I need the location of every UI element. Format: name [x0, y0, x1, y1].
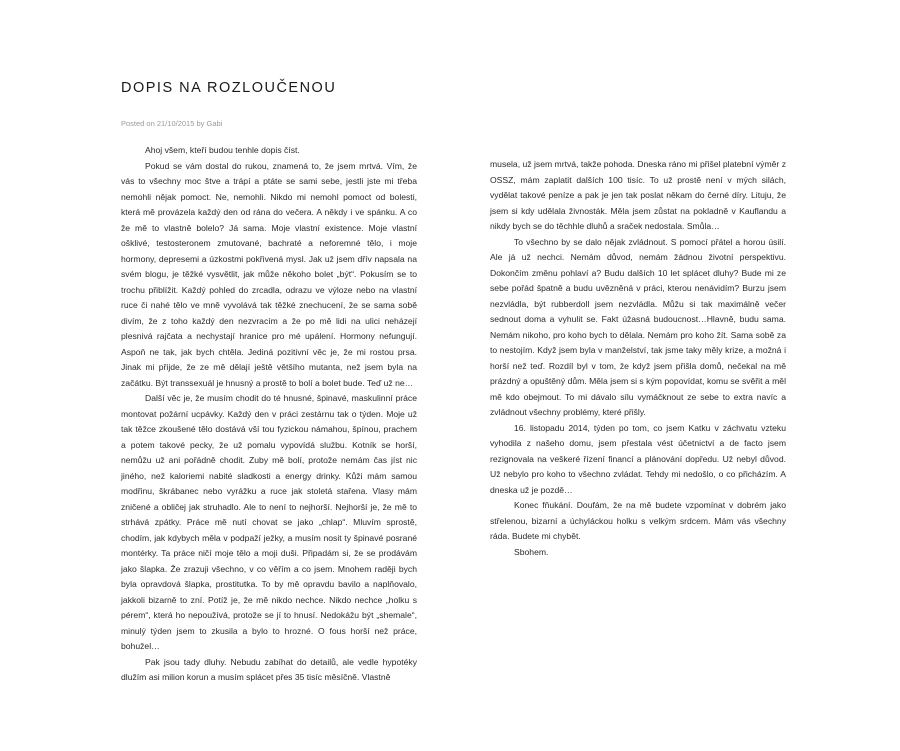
paragraph: Pak jsou tady dluhy. Nebudu zabíhat do detailů, ale vedle hypotéky dlužím asi milion korun a musím splácet přes 35 tisíc měsíčně. Vlastně [121, 656, 417, 682]
paragraph: Ahoj všem, kteří budou tenhle dopis číst. [145, 145, 300, 155]
paragraph: Další věc je, že musím chodit do té hnusné, špinavé, maskulinní práce montovat požární ucpávky. Každý den v práci zestárnu tak o týden. Moje už tak těžce zkoušené tělo dostává vší tou fyzickou námahou, špínou, prachem a potem takové pecky, že už pomalu vypovídá službu. Kotník se horší, nemůžu už ani pořádně chodit. Zuby mě bolí, protože nemám čas jíst nic jiného, než kaloriemi nabité sladkosti a energy drinky. Kůži mám samou modřinu, škrábanec nebo vyrážku a ruce jak stoletá stařena. Vlasy mám zničené a obličej jak struhadlo. Ale to není to nejhorší. Nejhorší je, že mě to strhává zpátky. Práce mě nutí chovat se jako „chlap“. Mluvím sprostě, chodím, jak kdybych měla v podpaží ježky, a musím nosit ty špinavé posrané montérky. Ta práce ničí moje tělo a moji duši. Připadám si, že se prodávám jako šlapka. Že zrazuji všechno, v co věřím a co jsem. Mnohem raději bych byla opravdová šlapka, prostitutka. To by mě opravdu bavilo a naplňovalo, jakkoli bizarně to zní. Potíž je, že mě nikdo nechce. Nikdo nechce „holku s pérem“, která ho nepoužívá, protože se jí to hnusí. Nedokážu být „shemale“, minulý týden jsem to zkusila a bylo to hrozné. O fous horší než práce, bohužel… [121, 393, 417, 651]
paragraph: Sbohem. [514, 546, 549, 557]
article-column-right [490, 157, 786, 560]
paragraph: To všechno by se dalo nějak zvládnout. S pomocí přátel a horou úsilí. Ale já už nechci. Nemám důvod, nemám žádnou životní perspektivu. Dokončím změnu pohlaví a? Budu dalších 10 let splácet dluhy? Bude mi ze sebe pořád špatně a budu uvězněná v práci, kterou nenávidím? Burzu jsem nezvládla, být rubberdoll jsem nezvládla. Můžu si tak maximálně večer sednout doma a vyhulit se. Fakt úžasná budoucnost…Hlavně, budu sama. Nemám nikoho, pro koho bych to dělala. Nemám pro koho žít. Sama sobě za to nestojím. Když jsem byla v manželství, tak jsme taky měly krize, a možná i horší než teď. Rozdíl byl v tom, že když jsem přišla domů, nečekal na mě prázdný a opuštěný dům. Měla jsem si s kým popovídat, komu se svěřit a měl mě kdo obejmout. To mi dávalo sílu vymáčknout ze sebe to extra navíc a zvládnout všechny problémy, které přišly. [490, 236, 786, 417]
paragraph: 16. listopadu 2014, týden po tom, co jsem Katku v záchvatu vzteku vyhodila z našeho domu, jsem přestala vést účetnictví a de facto jsem rezignovala na veškeré řízení financí a plánování dopředu. Už nebyl důvod. Už nebylo pro koho to všechno zvládat. Tehdy mi nedošlo, o co přicházím. A dneska už je pozdě… [490, 422, 786, 495]
post-meta: Posted on 21/10/2015 by Gabi [121, 119, 223, 128]
article-column-left [121, 143, 417, 686]
paragraph: musela, už jsem mrtvá, takže pohoda. Dneska ráno mi přišel platební výměr z OSSZ, mám zaplatit dalších 100 tisíc. To už prostě není v mých silách, vydělat takové peníze a pak je jen tak poslat někam do černé díry. Lituju, že jsem si kdy udělala živnosták. Měla jsem zůstat na pokladně v Kauflandu a nikdy bych se do těchhle dluhů a sraček nedostala. Smůla… [490, 159, 786, 231]
paragraph: Pokud se vám dostal do rukou, znamená to, že jsem mrtvá. Vím, že vás to všechny moc štve a trápí a ptáte se sami sebe, jestli jste mi třeba nemohli nějak pomoct. Ne, nemohli. Nikdo mi nemohl pomoct od bolesti, která mě provázela každý den od rána do večera. A někdy i ve spánku. A co že mě to vlastně bolelo? Já sama. Moje vlastní existence. Moje vlastní ošklivé, testosteronem zmutované, bachraté a neforemné tělo, i moje hormony, depresemi a úzkostmi pokřivená mysl. Jak už jsem dřív napsala na svém blogu, je těžké vysvětlit, jak může někoho bolet „být“. Pokusím se to trochu přiblížit. Každý pohled do zrcadla, odrazu ve výloze nebo na vlastní ruce či nahé tělo ve mně vyvolává tak těžké znechucení, že se sama sobě divím, že z toho každý den nezvracím a že po mě lidi na ulici neházejí plesnivá rajčata a nechystají hranice pro mé upálení. Hormony nefungují. Aspoň ne tak, jak bych chtěla. Jediná pozitivní věc je, že mi rostou prsa. Jinak mi přijde, že ze mě dělají ještě většího mutanta, než jsem byla na začátku. Být transsexuál je hnusný a prostě to bolí a bolet bude. Teď už ne… [121, 160, 417, 388]
paragraph: Konec fňukání. Doufám, že na mě budete vzpomínat v dobrém jako střelenou, bizarní a úchylácko​u holku s velkým srdcem. Mám vás všechny ráda. Budete mi chybět. [490, 500, 786, 541]
page-title: DOPIS NA ROZLOUČENOU [121, 80, 337, 96]
